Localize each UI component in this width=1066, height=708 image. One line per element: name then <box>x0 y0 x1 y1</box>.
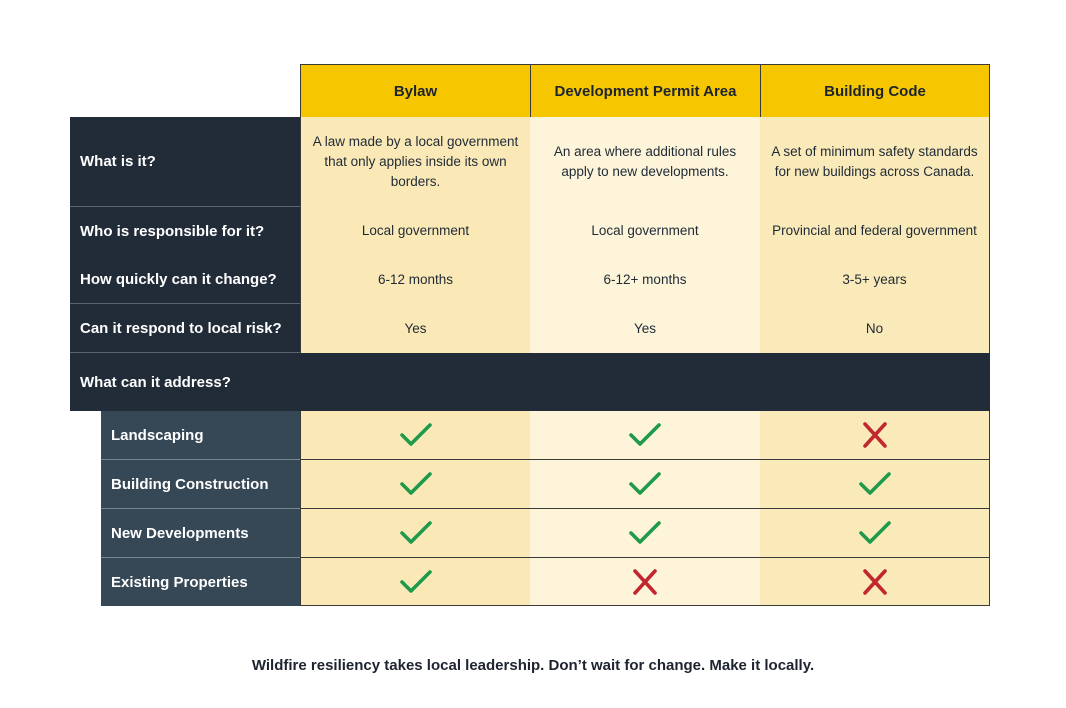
cell-bylaw-respond: Yes <box>300 304 531 353</box>
cell-code-what: A set of minimum safety standards for new buildings across Canada. <box>760 117 990 208</box>
footer-tagline: Wildfire resiliency takes local leadership. Don’t wait for change. Make it locally. <box>251 657 815 674</box>
address-label-building-construction: Building Construction <box>101 460 300 509</box>
mark-bylaw-new-developments <box>300 509 531 558</box>
row-label-how-quickly: How quickly can it change? <box>70 255 300 304</box>
address-label-new-developments: New Developments <box>101 509 300 558</box>
section-what-can-it-address: What can it address? <box>70 353 990 411</box>
check-icon <box>399 421 433 449</box>
cell-code-respond: No <box>760 304 990 353</box>
check-icon <box>628 421 662 449</box>
check-icon <box>628 470 662 498</box>
mark-dpa-landscaping <box>530 411 761 460</box>
mark-code-landscaping <box>760 411 990 460</box>
mark-dpa-building-construction <box>530 460 761 509</box>
mark-code-existing-properties <box>760 558 990 606</box>
mark-code-building-construction <box>760 460 990 509</box>
header-building-code: Building Code <box>760 64 990 118</box>
check-icon <box>399 470 433 498</box>
cell-code-who: Provincial and federal government <box>760 207 990 256</box>
cell-bylaw-how: 6-12 months <box>300 255 531 305</box>
cell-dpa-respond: Yes <box>530 304 761 353</box>
check-icon <box>399 568 433 596</box>
check-icon <box>399 519 433 547</box>
cross-icon <box>858 421 892 449</box>
row-label-who-responsible: Who is responsible for it? <box>70 207 300 256</box>
cell-dpa-who: Local government <box>530 207 761 256</box>
header-development-permit-area: Development Permit Area <box>530 64 761 118</box>
mark-dpa-new-developments <box>530 509 761 558</box>
cell-code-how: 3-5+ years <box>760 255 990 305</box>
mark-code-new-developments <box>760 509 990 558</box>
mark-bylaw-building-construction <box>300 460 531 509</box>
check-icon <box>628 519 662 547</box>
mark-bylaw-landscaping <box>300 411 531 460</box>
cell-dpa-how: 6-12+ months <box>530 255 761 305</box>
cell-bylaw-who: Local government <box>300 207 531 256</box>
check-icon <box>858 519 892 547</box>
mark-bylaw-existing-properties <box>300 558 531 606</box>
cell-dpa-what: An area where additional rules apply to new developments. <box>530 117 761 208</box>
address-label-existing-properties: Existing Properties <box>101 558 300 606</box>
header-bylaw: Bylaw <box>300 64 531 118</box>
row-label-what-is-it: What is it? <box>70 117 300 207</box>
address-label-landscaping: Landscaping <box>101 411 300 460</box>
row-label-respond-local-risk: Can it respond to local risk? <box>70 304 300 353</box>
mark-dpa-existing-properties <box>530 558 761 606</box>
cross-icon <box>628 568 662 596</box>
cell-bylaw-what: A law made by a local government that only applies inside its own borders. <box>300 117 531 208</box>
check-icon <box>858 470 892 498</box>
cross-icon <box>858 568 892 596</box>
